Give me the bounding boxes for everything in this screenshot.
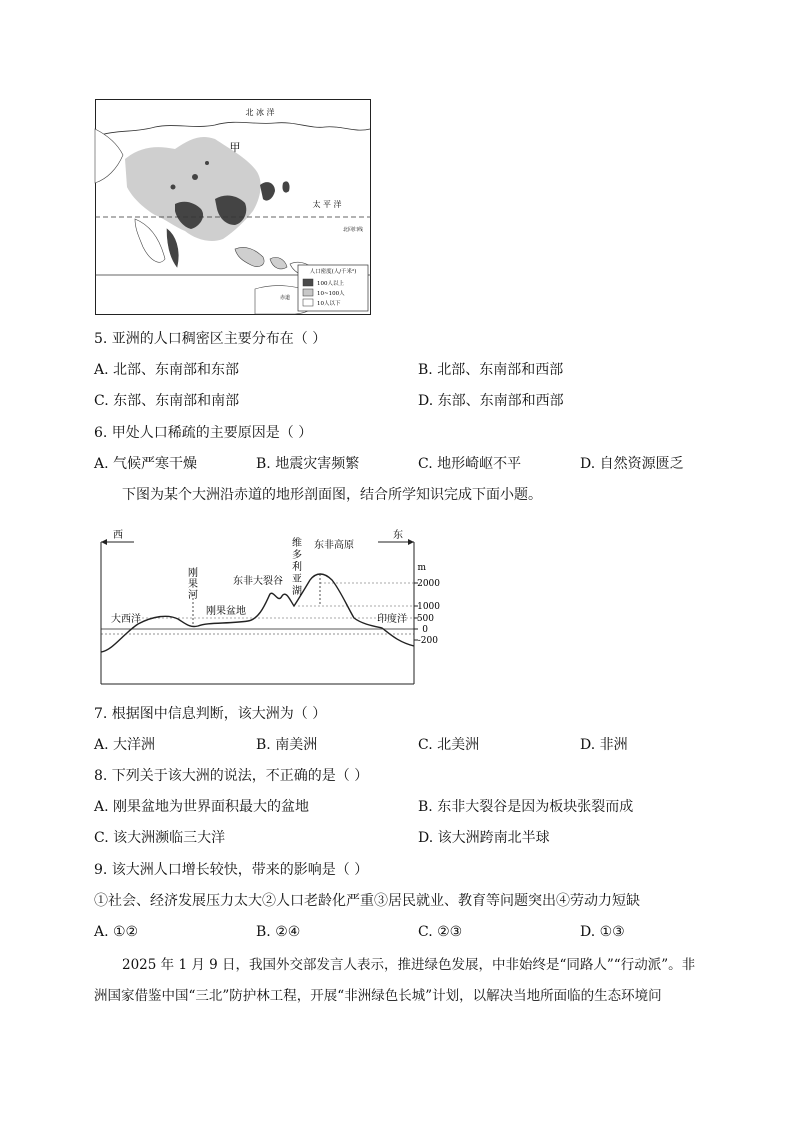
axis-unit: m [417, 563, 426, 573]
tick-minus200: -200 [417, 636, 438, 646]
svg-text:湖: 湖 [292, 586, 302, 597]
question-5-option-d[interactable]: D. 东部、东南部和西部 [418, 393, 564, 409]
label-plateau: 东非高原 [314, 540, 354, 551]
equator-label: 赤道 [279, 295, 291, 301]
question-9-option-b[interactable]: B. ②④ [256, 924, 301, 940]
question-6-option-d[interactable]: D. 自然资源匮乏 [580, 456, 684, 472]
legend-label-medium: 10~100人 [317, 291, 345, 297]
question-6-option-a[interactable]: A. 气候严寒干燥 [94, 456, 198, 472]
label-victoria-lake [292, 536, 302, 597]
question-9-stem: 9. 该大洲人口增长较快，带来的影响是（ ） [94, 862, 369, 878]
legend-title: 人口密度(人/千米²) [309, 269, 357, 275]
question-5-option-b[interactable]: B. 北部、东南部和西部 [418, 362, 564, 378]
legend-label-sparse: 10人以下 [317, 301, 341, 307]
question-8-option-a[interactable]: A. 刚果盆地为世界面积最大的盆地 [94, 799, 310, 815]
terrain-profile [98, 524, 440, 686]
question-8-option-c[interactable]: C. 该大洲濒临三大洋 [94, 830, 226, 846]
question-7-stem: 7. 根据图中信息判断，该大洲为（ ） [94, 706, 327, 722]
svg-text:刚: 刚 [188, 568, 198, 579]
question-8-stem: 8. 下列关于该大洲的说法，不正确的是（ ） [94, 768, 369, 784]
intro-text: 下图为某个大洲沿赤道的地形剖面图，结合所学知识完成下面小题。 [122, 487, 542, 503]
legend-swatch-medium [303, 289, 313, 296]
legend-swatch-sparse [303, 299, 313, 306]
tick-0: 0 [422, 625, 428, 635]
svg-text:维: 维 [292, 538, 302, 549]
question-8-option-d[interactable]: D. 该大洲跨南北半球 [418, 830, 550, 846]
legend-label-dense: 100人以上 [317, 281, 344, 287]
label-indian: 印度洋 [377, 614, 407, 625]
ocean-label-arctic: 北 冰 洋 [245, 108, 275, 117]
label-rift-valley: 东非大裂谷 [233, 576, 283, 587]
tick-1000: 1000 [417, 602, 440, 612]
asia-population-map [95, 99, 371, 315]
passage-line-1: 2025 年 1 月 9 日，我国外交部发言人表示，推进绿色发展，中非始终是“同路人”“行动派”。非 [122, 957, 696, 973]
question-9-option-a[interactable]: A. ①② [94, 924, 139, 940]
question-7-option-b[interactable]: B. 南美洲 [256, 737, 318, 753]
question-8-option-b[interactable]: B. 东非大裂谷是因为板块张裂而成 [418, 799, 634, 815]
tick-2000: 2000 [417, 579, 440, 589]
tropic-label: 北回归线 [342, 227, 364, 233]
svg-text:河: 河 [188, 590, 198, 601]
svg-text:多: 多 [292, 550, 302, 561]
direction-west: 西 [113, 530, 123, 541]
legend-swatch-dense [303, 279, 313, 286]
question-7-option-c[interactable]: C. 北美洲 [418, 737, 480, 753]
question-5-stem: 5. 亚洲的人口稠密区主要分布在（ ） [94, 331, 327, 347]
question-7-option-d[interactable]: D. 非洲 [580, 737, 628, 753]
question-6-option-c[interactable]: C. 地形崎岖不平 [418, 456, 522, 472]
passage-line-2: 洲国家借鉴中国“三北”防护林工程，开展“非洲绿色长城”计划，以解决当地所面临的生态环境问 [94, 988, 662, 1004]
map-legend [298, 265, 368, 311]
ocean-label-pacific: 太 平 洋 [312, 200, 342, 209]
label-congo-river [188, 566, 198, 601]
label-atlantic: 大西洋 [111, 614, 141, 625]
question-9-option-d[interactable]: D. ①③ [580, 924, 625, 940]
question-7-option-a[interactable]: A. 大洋洲 [94, 737, 156, 753]
svg-text:亚: 亚 [292, 574, 302, 585]
region-label-jia: 甲 [229, 141, 241, 154]
question-6-option-b[interactable]: B. 地震灾害频繁 [256, 456, 360, 472]
direction-east: 东 [393, 530, 403, 541]
label-congo-basin: 刚果盆地 [206, 606, 246, 617]
tick-500: 500 [416, 614, 434, 624]
question-9-items: ①社会、经济发展压力太大②人口老龄化严重③居民就业、教育等问题突出④劳动力短缺 [94, 893, 640, 909]
svg-text:果: 果 [188, 579, 198, 590]
question-5-option-c[interactable]: C. 东部、东南部和南部 [94, 393, 240, 409]
svg-text:利: 利 [292, 562, 302, 573]
question-9-option-c[interactable]: C. ②③ [418, 924, 463, 940]
question-5-option-a[interactable]: A. 北部、东南部和东部 [94, 362, 240, 378]
question-6-stem: 6. 甲处人口稀疏的主要原因是（ ） [94, 425, 313, 441]
